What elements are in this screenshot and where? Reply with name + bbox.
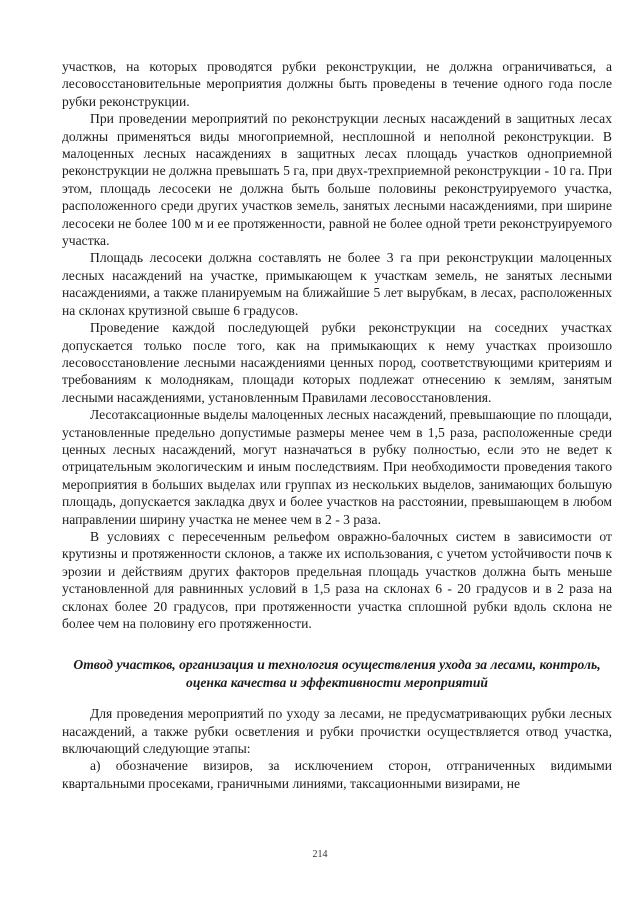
paragraph-allotment-intro: Для проведения мероприятий по уходу за лесами, не предусматривающих рубки лесных насаждений, а также рубки осветления и рубки прочистки осуществляется отвод участка, включающий следующие этапы:: [62, 706, 612, 757]
paragraph-ravine-conditions: В условиях с пересеченным рельефом овражно-балочных систем в зависимости от крутизны и протяженности склонов, а также их использования, с учетом устойчивости почв к эрозии и действиям других факторов предельная площадь участков должна быть меньше установленной для равнинных условий в 1,5 раза на склонах 6 - 20 градусов и в 2 раза на склонах более 20 градусов, при протяженности участка сплошной рубки вдоль склона не более чем на половину его протяженности.: [62, 528, 612, 631]
body-text-after: [62, 705, 612, 792]
paragraph-taxation-units: Лесотаксационные выделы малоценных лесных насаждений, превышающие по площади, установленные предельно допустимые размеры менее чем в 1,5 раза, расположенные среди ценных лесных насаждений, могут назначаться в рубку полностью, если это не ведет к отрицательным экологическим и иным последствиям. При необходимости проведения такого мероприятия в больших выделах или группах из нескольких выделов, занимающих большую площадь, допускается закладка двух и более участков на расстоянии, превышающем в любом направлении ширину участка не менее чем в 2 - 3 раза.: [62, 407, 612, 527]
paragraph-cutting-area-limit: Площадь лесосеки должна составлять не более 3 га при реконструкции малоценных лесных насаждений на участке, примыкающем к участкам земель, не занятых лесными насаждениями, а также планируемым на ближайшие 5 лет вырубкам, в лесах, расположенных на склонах крутизной свыше 6 градусов.: [62, 250, 612, 318]
page-number: 214: [312, 849, 328, 860]
paragraph-reconstruction-types: При проведении мероприятий по реконструкции лесных насаждений в защитных лесах должны применяться виды многоприемной, несплошной и неполной реконструкции. В малоценных лесных насаждениях в защитных лесах площадь участков одноприемной реконструкции не должна превышать 5 га, при двух-трехприемной реконструкции - 10 га. При этом, площадь лесосеки не должна быть больше половины реконструируемого участка, расположенного среди других участков земель, занятых лесными насаждениями, при ширине лесосеки не более 100 м и ее протяженности, равной не более одной трети реконструируемого участка.: [62, 111, 612, 249]
body-text-before: [62, 58, 612, 632]
paragraph-list-item-a: а) обозначение визиров, за исключением сторон, отграниченных видимыми квартальными просеками, граничными линиями, таксационными визирами, не: [62, 758, 612, 791]
paragraph-subsequent-cutting: Проведение каждой последующей рубки реконструкции на соседних участках допускается только после того, как на примыкающих к нему участках произошло лесовосстановление лесными насаждениями ценных пород, соответствующими критериям и требованиям к молоднякам, площади которых подлежат отнесению к землям, занятым лесными насаждениями, установленным Правилами лесовосстановления.: [62, 320, 612, 405]
paragraph-continuation: участков, на которых проводятся рубки реконструкции, не должна ограничиваться, а лесовосстановительные мероприятия должны быть проведены в течение одного года после рубки реконструкции.: [62, 59, 612, 109]
section-heading: Отвод участков, организация и технология осуществления ухода за лесами, контроль, оценка качества и эффективности мероприятий: [73, 657, 601, 690]
